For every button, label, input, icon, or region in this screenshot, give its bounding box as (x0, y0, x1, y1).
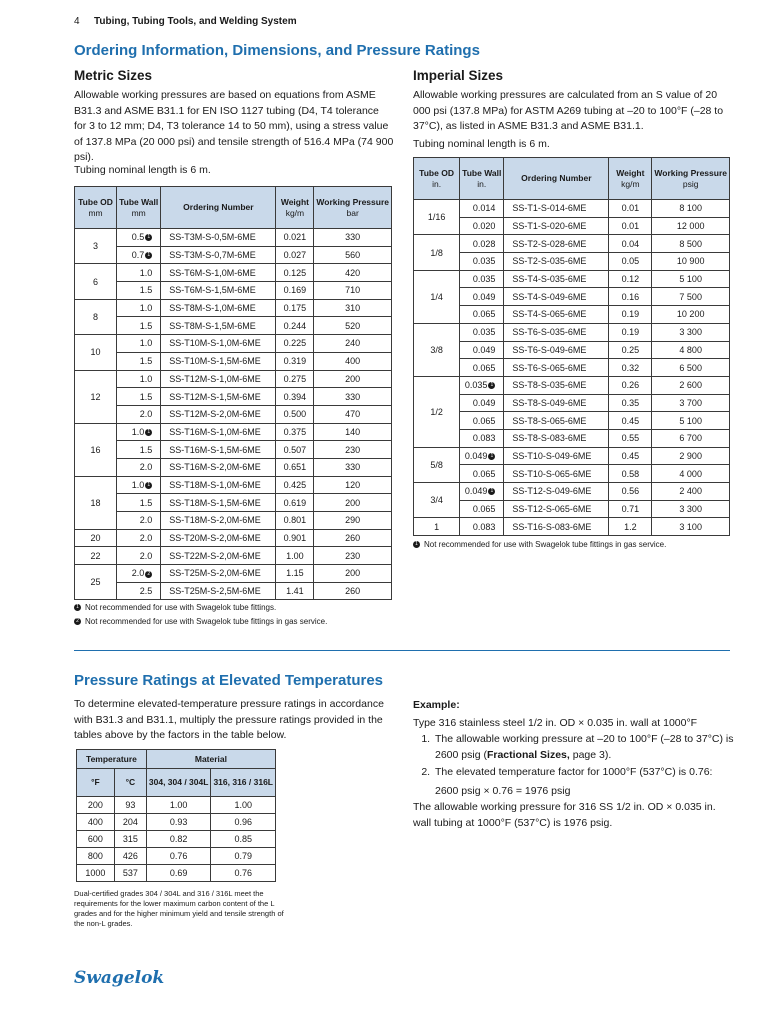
table-row (75, 246, 392, 264)
tube-wall-cell: 2.0 (117, 512, 161, 530)
imperial-table (413, 157, 730, 536)
working-pressure-cell: 7 500 (652, 288, 730, 306)
working-pressure-cell: 8 500 (652, 235, 730, 253)
tube-wall-cell: 0.065 (460, 465, 504, 483)
tube-wall-cell: 1.0 (117, 299, 161, 317)
table-row (414, 376, 730, 394)
working-pressure-cell: 560 (314, 246, 392, 264)
weight-cell: 0.55 (609, 429, 652, 447)
weight-cell: 0.32 (609, 359, 652, 377)
working-pressure-cell: 12 000 (652, 217, 730, 235)
col-temperature: Temperature (77, 750, 147, 769)
col-f: °F (77, 769, 115, 797)
table-row (414, 500, 730, 518)
tube-wall-cell: 0.035 (460, 323, 504, 341)
tube-wall-cell: 0.049 (460, 341, 504, 359)
ordering-number-cell: SS-T2-S-035-6ME (504, 253, 609, 271)
factor-304-cell: 1.00 (146, 797, 211, 814)
ordering-number-cell: SS-T8M-S-1,0M-6ME (161, 299, 276, 317)
tube-wall-cell: 2.0 (117, 458, 161, 476)
weight-cell: 0.125 (276, 264, 314, 282)
table-row (75, 370, 392, 388)
ordering-number-cell: SS-T16M-S-2,0M-6ME (161, 458, 276, 476)
col-tube-od: Tube OD in. (414, 158, 460, 200)
metric-footnote-1: 1 Not recommended for use with Swagelok tube fittings. (74, 603, 276, 612)
tube-od-cell: 22 (75, 547, 117, 565)
weight-cell: 0.275 (276, 370, 314, 388)
weight-cell: 0.375 (276, 423, 314, 441)
tube-wall-cell: 0.049 (460, 288, 504, 306)
table-row (75, 317, 392, 335)
ordering-number-cell: SS-T10M-S-1,5M-6ME (161, 352, 276, 370)
table-row (75, 423, 392, 441)
weight-cell: 0.425 (276, 476, 314, 494)
table-row (414, 359, 730, 377)
weight-cell: 0.71 (609, 500, 652, 518)
tube-wall-cell: 1.0 (117, 370, 161, 388)
tube-od-cell: 6 (75, 264, 117, 299)
working-pressure-cell: 10 200 (652, 306, 730, 324)
ordering-number-cell: SS-T12-S-049-6ME (504, 483, 609, 501)
col-c: °C (114, 769, 146, 797)
ordering-number-cell: SS-T3M-S-0,7M-6ME (161, 246, 276, 264)
footnote-symbol-icon: 1 (145, 252, 152, 259)
working-pressure-cell: 330 (314, 229, 392, 247)
tube-wall-cell: 2.0 (117, 529, 161, 547)
tube-od-cell: 3/8 (414, 323, 460, 376)
ordering-number-cell: SS-T12M-S-1,0M-6ME (161, 370, 276, 388)
section-divider (74, 650, 730, 651)
footnote-symbol-icon: 1 (413, 541, 420, 548)
table-row (414, 412, 730, 430)
example-line: Type 316 stainless steel 1/2 in. OD × 0.035 in. wall at 1000°F (413, 717, 698, 729)
temperature-factor-table (76, 749, 276, 882)
weight-cell: 0.027 (276, 246, 314, 264)
metric-table (74, 186, 392, 600)
tube-od-cell: 20 (75, 529, 117, 547)
factor-304-cell: 0.69 (146, 865, 211, 882)
ordering-number-cell: SS-T8-S-049-6ME (504, 394, 609, 412)
metric-intro: Allowable working pressures are based on equations from ASME B31.3 and ASME B31.1 for EN ISO 1127 tubing (D4, T4 tolerance for 3 to 12 mm; D4, T3 tolerance 14 to 50 mm), using a stress value of 137.8 MPa (20 000 psi) and tensile strength of 516.4 MPa (74 900 psi). (74, 89, 394, 163)
metric-footnote-2: 2 Not recommended for use with Swagelok tube fittings in gas service. (74, 617, 327, 626)
footnote-symbol-icon: 2 (74, 618, 81, 625)
ordering-number-cell: SS-T18M-S-1,5M-6ME (161, 494, 276, 512)
table-row (77, 814, 276, 831)
weight-cell: 0.507 (276, 441, 314, 459)
ordering-number-cell: SS-T4-S-035-6ME (504, 270, 609, 288)
ordering-number-cell: SS-T6M-S-1,5M-6ME (161, 282, 276, 300)
temp-f-cell: 800 (77, 848, 115, 865)
tube-wall-cell: 2.0 (117, 547, 161, 565)
footnote-symbol-icon: 2 (145, 571, 152, 578)
weight-cell: 0.901 (276, 529, 314, 547)
col-material: Material (146, 750, 275, 769)
tube-od-cell: 5/8 (414, 447, 460, 482)
temp-f-cell: 1000 (77, 865, 115, 882)
ordering-number-cell: SS-T8-S-065-6ME (504, 412, 609, 430)
temp-c-cell: 426 (114, 848, 146, 865)
ordering-number-cell: SS-T1-S-014-6ME (504, 200, 609, 218)
tube-wall-cell: 1.5 (117, 317, 161, 335)
working-pressure-cell: 5 100 (652, 412, 730, 430)
table-row (414, 200, 730, 218)
working-pressure-cell: 2 900 (652, 447, 730, 465)
ordering-number-cell: SS-T12M-S-2,0M-6ME (161, 405, 276, 423)
working-pressure-cell: 200 (314, 494, 392, 512)
ordering-number-cell: SS-T25M-S-2,0M-6ME (161, 565, 276, 583)
tube-od-cell: 18 (75, 476, 117, 529)
tube-od-cell: 10 (75, 335, 117, 370)
table-row (75, 299, 392, 317)
example-conclusion: The allowable working pressure for 316 SS 1/2 in. OD × 0.035 in. wall tubing at 1000°F (537°C) is 1976 psig. (413, 801, 716, 829)
ordering-number-cell: SS-T2-S-028-6ME (504, 235, 609, 253)
ordering-number-cell: SS-T16M-S-1,5M-6ME (161, 441, 276, 459)
weight-cell: 0.175 (276, 299, 314, 317)
col-ordering-number: Ordering Number (504, 158, 609, 200)
tube-wall-cell: 0.065 (460, 412, 504, 430)
working-pressure-cell: 310 (314, 299, 392, 317)
tube-wall-cell: 1.0 (117, 335, 161, 353)
temp-c-cell: 315 (114, 831, 146, 848)
working-pressure-cell: 2 600 (652, 376, 730, 394)
weight-cell: 0.021 (276, 229, 314, 247)
tube-wall-cell: 0.035 (460, 270, 504, 288)
table-row (75, 282, 392, 300)
weight-cell: 0.45 (609, 447, 652, 465)
footnote-symbol-icon: 1 (145, 234, 152, 241)
col-working-pressure: Working Pressure bar (314, 187, 392, 229)
weight-cell: 1.41 (276, 582, 314, 600)
col-working-pressure: Working Pressure psig (652, 158, 730, 200)
working-pressure-cell: 400 (314, 352, 392, 370)
working-pressure-cell: 200 (314, 370, 392, 388)
table-row (75, 512, 392, 530)
tube-od-cell: 3/4 (414, 483, 460, 518)
ordering-number-cell: SS-T8-S-035-6ME (504, 376, 609, 394)
tube-wall-cell: 1.0 1 (117, 476, 161, 494)
tube-wall-cell: 1.5 (117, 388, 161, 406)
working-pressure-cell: 420 (314, 264, 392, 282)
weight-cell: 0.01 (609, 217, 652, 235)
example-calculation: 2600 psig × 0.76 = 1976 psig (435, 785, 571, 797)
weight-cell: 0.26 (609, 376, 652, 394)
working-pressure-cell: 140 (314, 423, 392, 441)
working-pressure-cell: 3 700 (652, 394, 730, 412)
tube-wall-cell: 1.0 1 (117, 423, 161, 441)
factor-316-cell: 0.79 (211, 848, 276, 865)
working-pressure-cell: 200 (314, 565, 392, 583)
weight-cell: 1.00 (276, 547, 314, 565)
weight-cell: 0.16 (609, 288, 652, 306)
weight-cell: 1.2 (609, 518, 652, 536)
table-row (75, 388, 392, 406)
table-row (414, 429, 730, 447)
ordering-number-cell: SS-T10M-S-1,0M-6ME (161, 335, 276, 353)
factor-304-cell: 0.76 (146, 848, 211, 865)
table-row (414, 288, 730, 306)
tube-wall-cell: 0.065 (460, 306, 504, 324)
table-row (75, 264, 392, 282)
tube-wall-cell: 0.020 (460, 217, 504, 235)
table-row (414, 253, 730, 271)
weight-cell: 0.19 (609, 306, 652, 324)
weight-cell: 0.619 (276, 494, 314, 512)
page-number: 4 (74, 16, 80, 27)
working-pressure-cell: 230 (314, 441, 392, 459)
working-pressure-cell: 2 400 (652, 483, 730, 501)
footnote-symbol-icon: 1 (145, 482, 152, 489)
weight-cell: 0.56 (609, 483, 652, 501)
ordering-number-cell: SS-T1-S-020-6ME (504, 217, 609, 235)
working-pressure-cell: 10 900 (652, 253, 730, 271)
weight-cell: 0.04 (609, 235, 652, 253)
weight-cell: 0.01 (609, 200, 652, 218)
table-row (75, 582, 392, 600)
swagelok-logo: Swagelok (74, 968, 165, 988)
section-title-ordering: Ordering Information, Dimensions, and Pressure Ratings (74, 42, 480, 59)
table-row (414, 270, 730, 288)
factor-316-cell: 0.85 (211, 831, 276, 848)
footnote-symbol-icon: 1 (488, 382, 495, 389)
temp-c-cell: 93 (114, 797, 146, 814)
weight-cell: 0.801 (276, 512, 314, 530)
tube-wall-cell: 0.049 1 (460, 483, 504, 501)
working-pressure-cell: 240 (314, 335, 392, 353)
example-step-2: 2. The elevated temperature factor for 1000°F (537°C) is 0.76: 2600 psig × 0.76 = 1976 psig (433, 764, 735, 799)
ordering-number-cell: SS-T8M-S-1,5M-6ME (161, 317, 276, 335)
table-row (75, 405, 392, 423)
ordering-number-cell: SS-T10-S-065-6ME (504, 465, 609, 483)
example-block (413, 697, 735, 831)
col-316: 316, 316 / 316L (211, 769, 276, 797)
col-weight: Weight kg/m (609, 158, 652, 200)
ordering-number-cell: SS-T20M-S-2,0M-6ME (161, 529, 276, 547)
working-pressure-cell: 5 100 (652, 270, 730, 288)
elevated-intro: To determine elevated-temperature pressure ratings in accordance with B31.3 and B31.1, multiply the pressure ratings provided in the tables above by the factors in the table below. (74, 698, 384, 741)
tube-wall-cell: 2.0 (117, 405, 161, 423)
col-tube-od: Tube OD mm (75, 187, 117, 229)
ordering-number-cell: SS-T4-S-065-6ME (504, 306, 609, 324)
ordering-number-cell: SS-T6-S-049-6ME (504, 341, 609, 359)
imperial-intro: Allowable working pressures are calculated from an S value of 20 000 psi (137.8 MPa) for ASTM A269 tubing at –20 to 100°F (–28 to 37°C), as listed in ASME B31.3 and ASME B31.1. (413, 89, 724, 132)
working-pressure-cell: 330 (314, 388, 392, 406)
weight-cell: 0.25 (609, 341, 652, 359)
tube-wall-cell: 0.049 (460, 394, 504, 412)
factor-304-cell: 0.82 (146, 831, 211, 848)
tube-od-cell: 25 (75, 565, 117, 600)
tube-wall-cell: 0.014 (460, 200, 504, 218)
tube-od-cell: 1 (414, 518, 460, 536)
working-pressure-cell: 260 (314, 582, 392, 600)
footnote-symbol-icon: 1 (145, 429, 152, 436)
ordering-number-cell: SS-T22M-S-2,0M-6ME (161, 547, 276, 565)
ordering-number-cell: SS-T18M-S-2,0M-6ME (161, 512, 276, 530)
factor-316-cell: 1.00 (211, 797, 276, 814)
ordering-number-cell: SS-T4-S-049-6ME (504, 288, 609, 306)
col-tube-wall: Tube Wall mm (117, 187, 161, 229)
tube-wall-cell: 0.049 1 (460, 447, 504, 465)
weight-cell: 0.35 (609, 394, 652, 412)
working-pressure-cell: 230 (314, 547, 392, 565)
footnote-symbol-icon: 1 (488, 488, 495, 495)
section-title-elevated-temps: Pressure Ratings at Elevated Temperatures (74, 672, 384, 689)
weight-cell: 0.19 (609, 323, 652, 341)
tube-wall-cell: 0.035 (460, 253, 504, 271)
tube-od-cell: 1/2 (414, 376, 460, 447)
ordering-number-cell: SS-T10-S-049-6ME (504, 447, 609, 465)
working-pressure-cell: 8 100 (652, 200, 730, 218)
weight-cell: 1.15 (276, 565, 314, 583)
working-pressure-cell: 6 500 (652, 359, 730, 377)
ordering-number-cell: SS-T12-S-065-6ME (504, 500, 609, 518)
ordering-number-cell: SS-T18M-S-1,0M-6ME (161, 476, 276, 494)
dual-certified-note: Dual-certified grades 304 / 304L and 316 / 316L meet the requirements for the lower maximum carbon content of the L grades and for the higher minimum yield and tensile strength of the non-L grades. (74, 889, 284, 928)
tube-wall-cell: 1.5 (117, 352, 161, 370)
example-step-1: 1. The allowable working pressure at –20 to 100°F (–28 to 37°C) is 2600 psig (Fractional Sizes, page 3). (433, 731, 735, 763)
temp-c-cell: 537 (114, 865, 146, 882)
tube-wall-cell: 2.5 (117, 582, 161, 600)
table-row (414, 306, 730, 324)
weight-cell: 0.651 (276, 458, 314, 476)
tube-wall-cell: 1.5 (117, 494, 161, 512)
col-ordering-number: Ordering Number (161, 187, 276, 229)
table-row (414, 518, 730, 536)
working-pressure-cell: 3 100 (652, 518, 730, 536)
working-pressure-cell: 4 800 (652, 341, 730, 359)
imperial-title: Imperial Sizes (413, 68, 504, 83)
working-pressure-cell: 520 (314, 317, 392, 335)
table-row (75, 458, 392, 476)
tube-od-cell: 16 (75, 423, 117, 476)
weight-cell: 0.169 (276, 282, 314, 300)
ordering-number-cell: SS-T16-S-083-6ME (504, 518, 609, 536)
weight-cell: 0.05 (609, 253, 652, 271)
weight-cell: 0.58 (609, 465, 652, 483)
working-pressure-cell: 120 (314, 476, 392, 494)
metric-title: Metric Sizes (74, 68, 153, 83)
working-pressure-cell: 260 (314, 529, 392, 547)
table-row (414, 394, 730, 412)
tube-od-cell: 12 (75, 370, 117, 423)
footnote-symbol-icon: 1 (488, 453, 495, 460)
table-row (75, 441, 392, 459)
table-row (75, 565, 392, 583)
tube-wall-cell: 0.035 1 (460, 376, 504, 394)
tube-wall-cell: 1.0 (117, 264, 161, 282)
tube-wall-cell: 0.083 (460, 518, 504, 536)
table-row (414, 341, 730, 359)
tube-od-cell: 3 (75, 229, 117, 264)
table-row (414, 323, 730, 341)
working-pressure-cell: 6 700 (652, 429, 730, 447)
temp-f-cell: 600 (77, 831, 115, 848)
temp-f-cell: 400 (77, 814, 115, 831)
weight-cell: 0.45 (609, 412, 652, 430)
col-weight: Weight kg/m (276, 187, 314, 229)
table-row (75, 352, 392, 370)
page-header (74, 16, 297, 27)
ordering-number-cell: SS-T12M-S-1,5M-6ME (161, 388, 276, 406)
working-pressure-cell: 470 (314, 405, 392, 423)
factor-316-cell: 0.96 (211, 814, 276, 831)
ordering-number-cell: SS-T16M-S-1,0M-6ME (161, 423, 276, 441)
ordering-number-cell: SS-T6-S-035-6ME (504, 323, 609, 341)
imperial-nominal-length: Tubing nominal length is 6 m. (413, 138, 550, 150)
col-304: 304, 304 / 304L (146, 769, 211, 797)
header-title: Tubing, Tubing Tools, and Welding System (94, 16, 297, 27)
working-pressure-cell: 710 (314, 282, 392, 300)
table-row (77, 865, 276, 882)
table-row (75, 476, 392, 494)
tube-od-cell: 1/4 (414, 270, 460, 323)
ordering-number-cell: SS-T25M-S-2,5M-6ME (161, 582, 276, 600)
tube-wall-cell: 0.065 (460, 500, 504, 518)
ordering-number-cell: SS-T8-S-083-6ME (504, 429, 609, 447)
table-row (75, 335, 392, 353)
weight-cell: 0.12 (609, 270, 652, 288)
tube-wall-cell: 0.7 1 (117, 246, 161, 264)
tube-wall-cell: 0.5 1 (117, 229, 161, 247)
metric-nominal-length: Tubing nominal length is 6 m. (74, 164, 211, 176)
table-row (75, 547, 392, 565)
table-row (77, 797, 276, 814)
table-row (414, 235, 730, 253)
factor-304-cell: 0.93 (146, 814, 211, 831)
weight-cell: 0.319 (276, 352, 314, 370)
weight-cell: 0.244 (276, 317, 314, 335)
tube-wall-cell: 1.5 (117, 441, 161, 459)
table-row (414, 465, 730, 483)
footnote-symbol-icon: 1 (74, 604, 81, 611)
working-pressure-cell: 330 (314, 458, 392, 476)
imperial-footnote: 1 Not recommended for use with Swagelok tube fittings in gas service. (413, 540, 666, 549)
tube-wall-cell: 2.0 2 (117, 565, 161, 583)
working-pressure-cell: 3 300 (652, 500, 730, 518)
tube-od-cell: 8 (75, 299, 117, 334)
working-pressure-cell: 290 (314, 512, 392, 530)
table-row (75, 229, 392, 247)
example-title: Example: (413, 699, 460, 711)
table-row (414, 217, 730, 235)
tube-wall-cell: 0.028 (460, 235, 504, 253)
tube-od-cell: 1/16 (414, 200, 460, 235)
weight-cell: 0.500 (276, 405, 314, 423)
table-row (75, 529, 392, 547)
table-row (75, 494, 392, 512)
ordering-number-cell: SS-T6M-S-1,0M-6ME (161, 264, 276, 282)
ordering-number-cell: SS-T3M-S-0,5M-6ME (161, 229, 276, 247)
weight-cell: 0.394 (276, 388, 314, 406)
table-row (77, 848, 276, 865)
tube-wall-cell: 0.065 (460, 359, 504, 377)
weight-cell: 0.225 (276, 335, 314, 353)
working-pressure-cell: 4 000 (652, 465, 730, 483)
working-pressure-cell: 3 300 (652, 323, 730, 341)
tube-wall-cell: 1.5 (117, 282, 161, 300)
table-row (77, 831, 276, 848)
col-tube-wall: Tube Wall in. (460, 158, 504, 200)
tube-od-cell: 1/8 (414, 235, 460, 270)
table-row (414, 483, 730, 501)
table-row (414, 447, 730, 465)
ordering-number-cell: SS-T6-S-065-6ME (504, 359, 609, 377)
factor-316-cell: 0.76 (211, 865, 276, 882)
temp-c-cell: 204 (114, 814, 146, 831)
tube-wall-cell: 0.083 (460, 429, 504, 447)
temp-f-cell: 200 (77, 797, 115, 814)
